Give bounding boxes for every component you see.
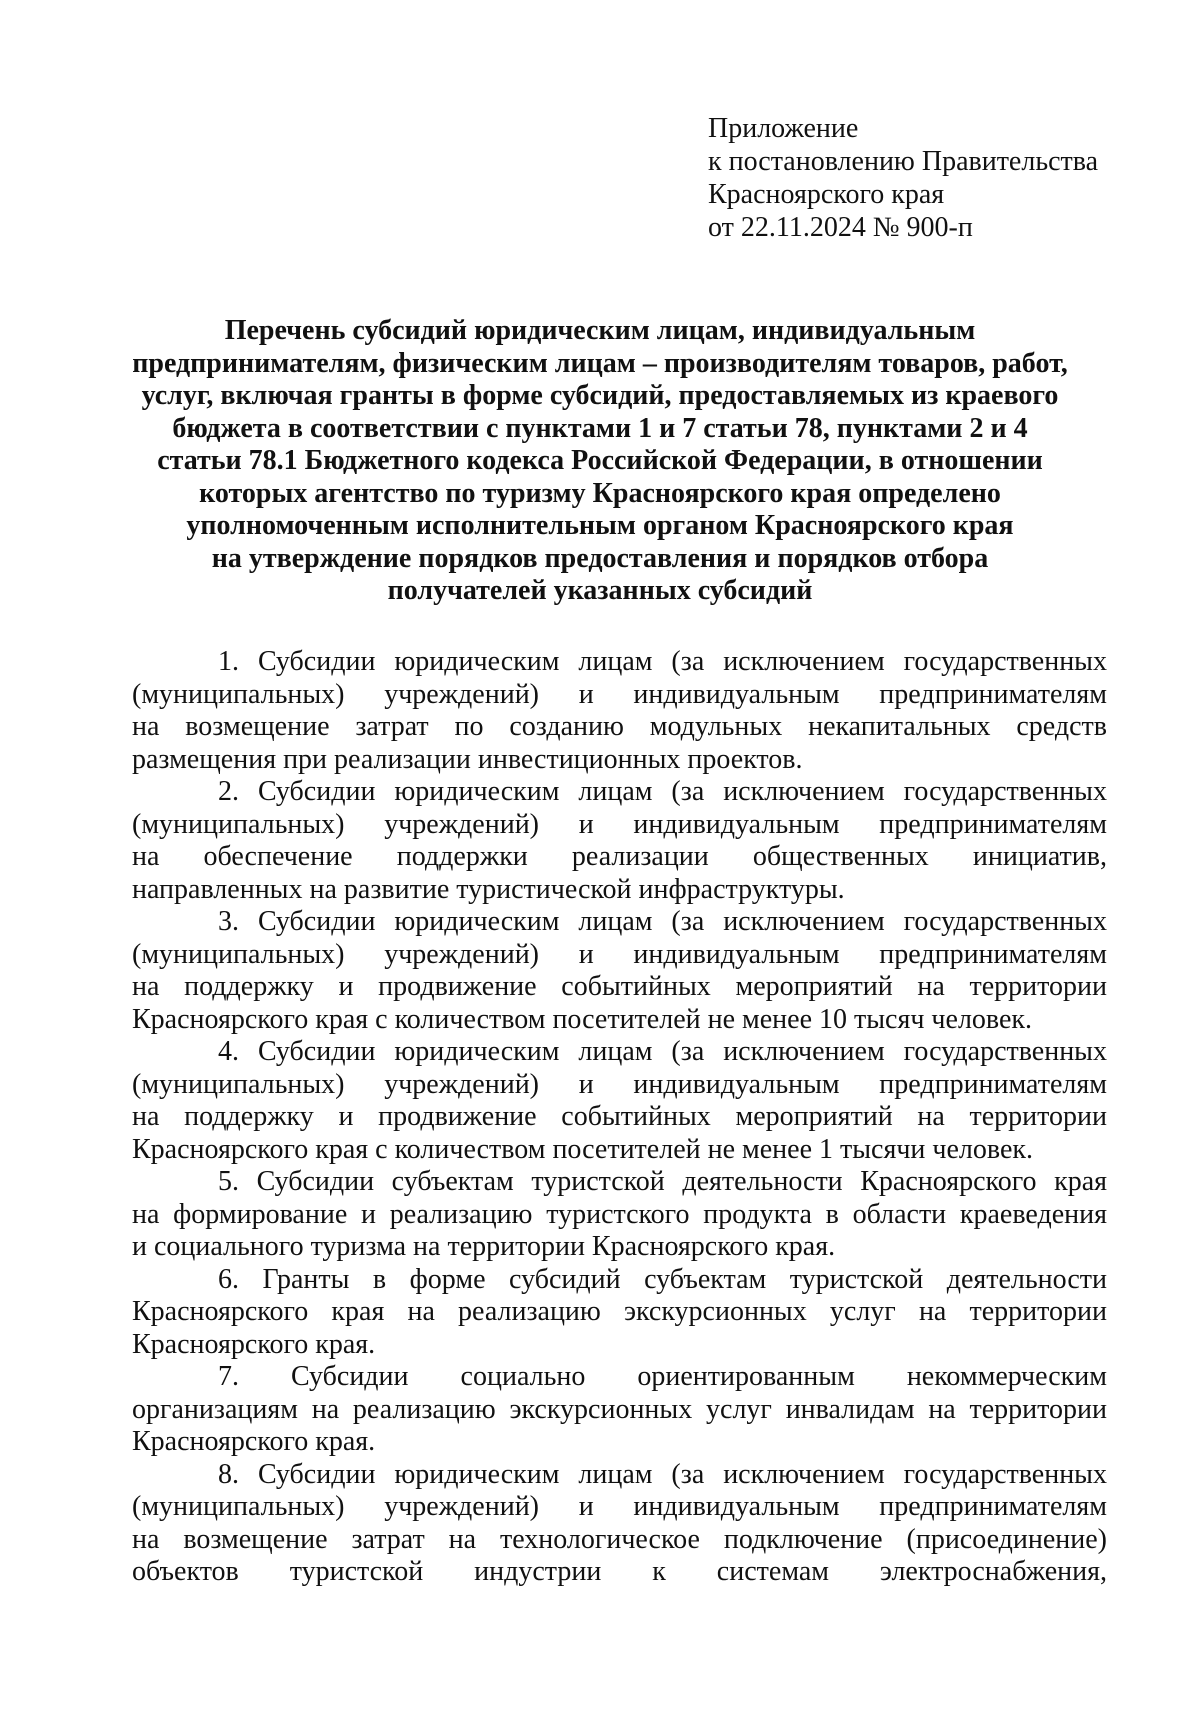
list-item-line: на формирование и реализацию туристского продукта в области краеведения: [132, 1198, 1107, 1230]
list-item: [132, 1166, 1107, 1264]
appendix-header: [708, 112, 1128, 244]
subsidy-list: [132, 646, 1107, 1589]
list-item-line: (муниципальных) учреждений) и индивидуальным предпринимателям: [132, 1491, 1107, 1522]
title-line: уполномоченным исполнительным органом Красноярского края: [186, 510, 1014, 541]
list-item-line: Красноярского края.: [132, 1328, 376, 1360]
list-item-line: 1. Субсидии юридическим лицам (за исключением государственных: [218, 646, 1107, 677]
title-line: Перечень субсидий юридическим лицам, индивидуальным: [224, 315, 976, 346]
list-item-line: на возмещение затрат по созданию модульных некапитальных средств: [132, 711, 1107, 742]
list-item-line: (муниципальных) учреждений) и индивидуальным предпринимателям: [132, 678, 1107, 710]
list-item-line: на поддержку и продвижение событийных мероприятий на территории: [132, 1101, 1107, 1132]
list-item-line: направленных на развитие туристической инфраструктуры.: [132, 873, 845, 905]
list-item-line: организациям на реализацию экскурсионных услуг инвалидам на территории: [132, 1393, 1107, 1425]
list-item-line: объектов туристской индустрии к системам электроснабжения,: [132, 1556, 1107, 1587]
appendix-resolution: к постановлению Правительства: [708, 146, 1099, 177]
list-item: [132, 1264, 1107, 1362]
list-item-line: на обеспечение поддержки реализации общественных инициатив,: [132, 841, 1107, 872]
list-item: [132, 646, 1107, 776]
list-item-line: (муниципальных) учреждений) и индивидуальным предпринимателям: [132, 1068, 1107, 1100]
list-item-line: 4. Субсидии юридическим лицам (за исключением государственных: [218, 1036, 1107, 1067]
list-item: [132, 1459, 1107, 1589]
list-item-line: 5. Субсидии субъектам туристской деятельности Красноярского края: [218, 1166, 1107, 1197]
list-item-line: на поддержку и продвижение событийных мероприятий на территории: [132, 971, 1107, 1002]
list-item: [132, 1036, 1107, 1166]
title-line: бюджета в соответствии с пунктами 1 и 7 статьи 78, пунктами 2 и 4: [172, 412, 1028, 444]
list-item-line: размещения при реализации инвестиционных проектов.: [132, 743, 803, 775]
title-line: на утверждение порядков предоставления и порядков отбора: [211, 542, 989, 574]
list-item-line: Красноярского края с количеством посетителей не менее 10 тысяч человек.: [132, 1003, 1033, 1035]
list-item-line: 8. Субсидии юридическим лицам (за исключением государственных: [218, 1458, 1107, 1490]
list-item-line: (муниципальных) учреждений) и индивидуальным предпринимателям: [132, 808, 1107, 840]
list-item: [132, 906, 1107, 1036]
list-item: [132, 1361, 1107, 1459]
appendix-region: Красноярского края: [708, 179, 945, 210]
list-item-line: на возмещение затрат на технологическое подключение (присоединение): [132, 1523, 1107, 1555]
appendix-label: Приложение: [708, 113, 859, 144]
title-line: услуг, включая гранты в форме субсидий, предоставляемых из краевого: [141, 380, 1059, 411]
title-line: предпринимателям, физическим лицам – производителям товаров, работ,: [132, 347, 1068, 379]
list-item-line: и социального туризма на территории Красноярского края.: [132, 1231, 836, 1262]
list-item-line: Красноярского края.: [132, 1426, 376, 1457]
list-item-line: 6. Гранты в форме субсидий субъектам туристской деятельности: [218, 1263, 1107, 1295]
list-item-line: Красноярского края с количеством посетителей не менее 1 тысячи человек.: [132, 1133, 1033, 1165]
list-item-line: 3. Субсидии юридическим лицам (за исключением государственных: [218, 906, 1107, 937]
document-title: [120, 315, 1080, 608]
list-item-line: Красноярского края на реализацию экскурсионных услуг на территории: [132, 1296, 1107, 1327]
title-line: статьи 78.1 Бюджетного кодекса Российской Федерации, в отношении: [157, 445, 1043, 476]
list-item-line: 7. Субсидии социально ориентированным некоммерческим: [218, 1361, 1107, 1392]
appendix-date-number: от 22.11.2024 № 900-п: [708, 212, 973, 243]
title-line: получателей указанных субсидий: [387, 575, 813, 606]
title-line: которых агентство по туризму Красноярского края определено: [199, 477, 1001, 509]
list-item-line: 2. Субсидии юридическим лицам (за исключением государственных: [218, 776, 1107, 807]
list-item-line: (муниципальных) учреждений) и индивидуальным предпринимателям: [132, 938, 1107, 970]
list-item: [132, 776, 1107, 906]
